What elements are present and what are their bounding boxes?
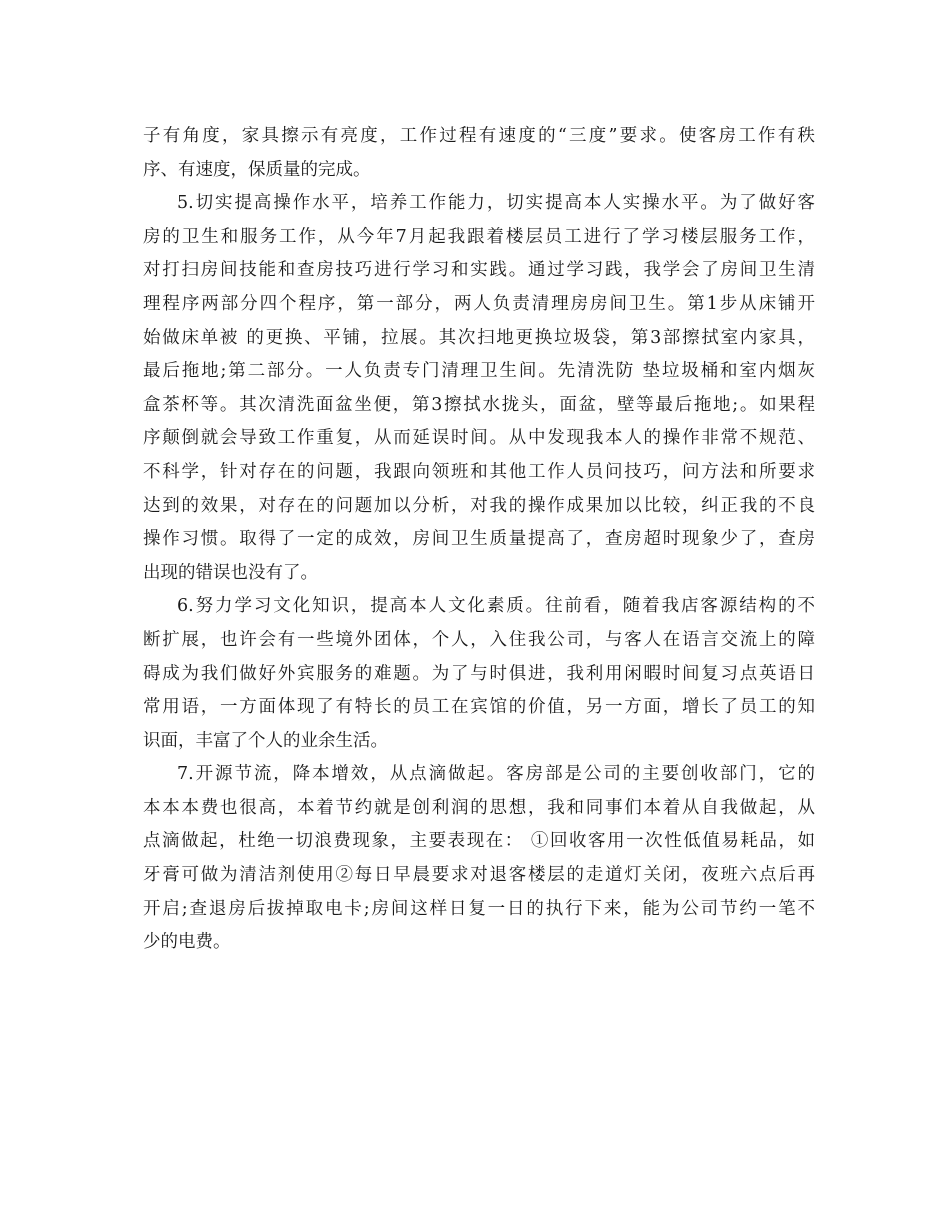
text-line: 点滴做起，杜绝一切浪费现象，主要表现在： ①回收客用一次性低值易耗品，如	[143, 831, 815, 852]
text-line: 对打扫房间技能和查房技巧进行学习和实践。通过学习践，我学会了房间卫生清	[143, 260, 815, 281]
text-line: 碍成为我们做好外宾服务的难题。为了与时俱进，我利用闲暇时间复习点英语日	[143, 663, 815, 684]
text-line: 最后拖地;第二部分。一人负责专门清理卫生间。先清洗防 垫垃圾桶和室内烟灰	[143, 361, 815, 382]
text-line: 盒茶杯等。其次清洗面盆坐便，第3擦拭水拢头，面盆，壁等最后拖地;。如果程	[143, 394, 815, 415]
text-line: 5.切实提高操作水平，培养工作能力，切实提高本人实操水平。为了做好客	[177, 193, 815, 214]
text-line: 常用语，一方面体现了有特长的员工在宾馆的价值，另一方面，增长了员工的知	[143, 697, 815, 718]
text-line: 6.努力学习文化知识，提高本人文化素质。往前看，随着我店客源结构的不	[177, 596, 815, 617]
text-line: 不科学，针对存在的问题，我跟向领班和其他工作人员问技巧，问方法和所要求	[143, 461, 815, 482]
text-line: 理程序两部分四个程序，第一部分，两人负责清理房房间卫生。第1步从床铺开	[143, 293, 815, 314]
text-line: 7.开源节流，降本增效，从点滴做起。客房部是公司的主要创收部门，它的	[177, 764, 815, 785]
text-line: 识面，丰富了个人的业余生活。	[143, 730, 388, 751]
document-body	[143, 120, 815, 960]
text-line: 少的电费。	[143, 932, 231, 953]
text-line: 开启;查退房后拔掉取电卡;房间这样日复一日的执行下来，能为公司节约一笔不	[143, 898, 815, 919]
text-line: 序颠倒就会导致工作重复，从而延误时间。从中发现我本人的操作非常不规范、	[143, 428, 815, 449]
text-line: 操作习惯。取得了一定的成效，房间卫生质量提高了，查房超时现象少了，查房	[143, 529, 815, 550]
text-line: 出现的错误也没有了。	[143, 562, 318, 583]
text-line: 始做床单被 的更换、平铺，拉展。其次扫地更换垃圾袋，第3部擦拭室内家具，	[143, 327, 815, 348]
text-line: 序、有速度，保质量的完成。	[143, 159, 371, 180]
text-line: 牙膏可做为清洁剂使用②每日早晨要求对退客楼层的走道灯关闭，夜班六点后再	[143, 865, 815, 886]
text-line: 子有角度，家具擦示有亮度，工作过程有速度的“三度”要求。使客房工作有秩	[143, 126, 815, 146]
text-line: 房的卫生和服务工作，从今年7月起我跟着楼层员工进行了学习楼层服务工作，	[143, 226, 815, 247]
text-line: 断扩展，也许会有一些境外团体，个人，入住我公司，与客人在语言交流上的障	[143, 629, 815, 650]
text-line: 本本本费也很高，本着节约就是创利润的思想，我和同事们本着从自我做起，从	[143, 797, 815, 818]
text-line: 达到的效果，对存在的问题加以分析，对我的操作成果加以比较，纠正我的不良	[143, 495, 815, 516]
